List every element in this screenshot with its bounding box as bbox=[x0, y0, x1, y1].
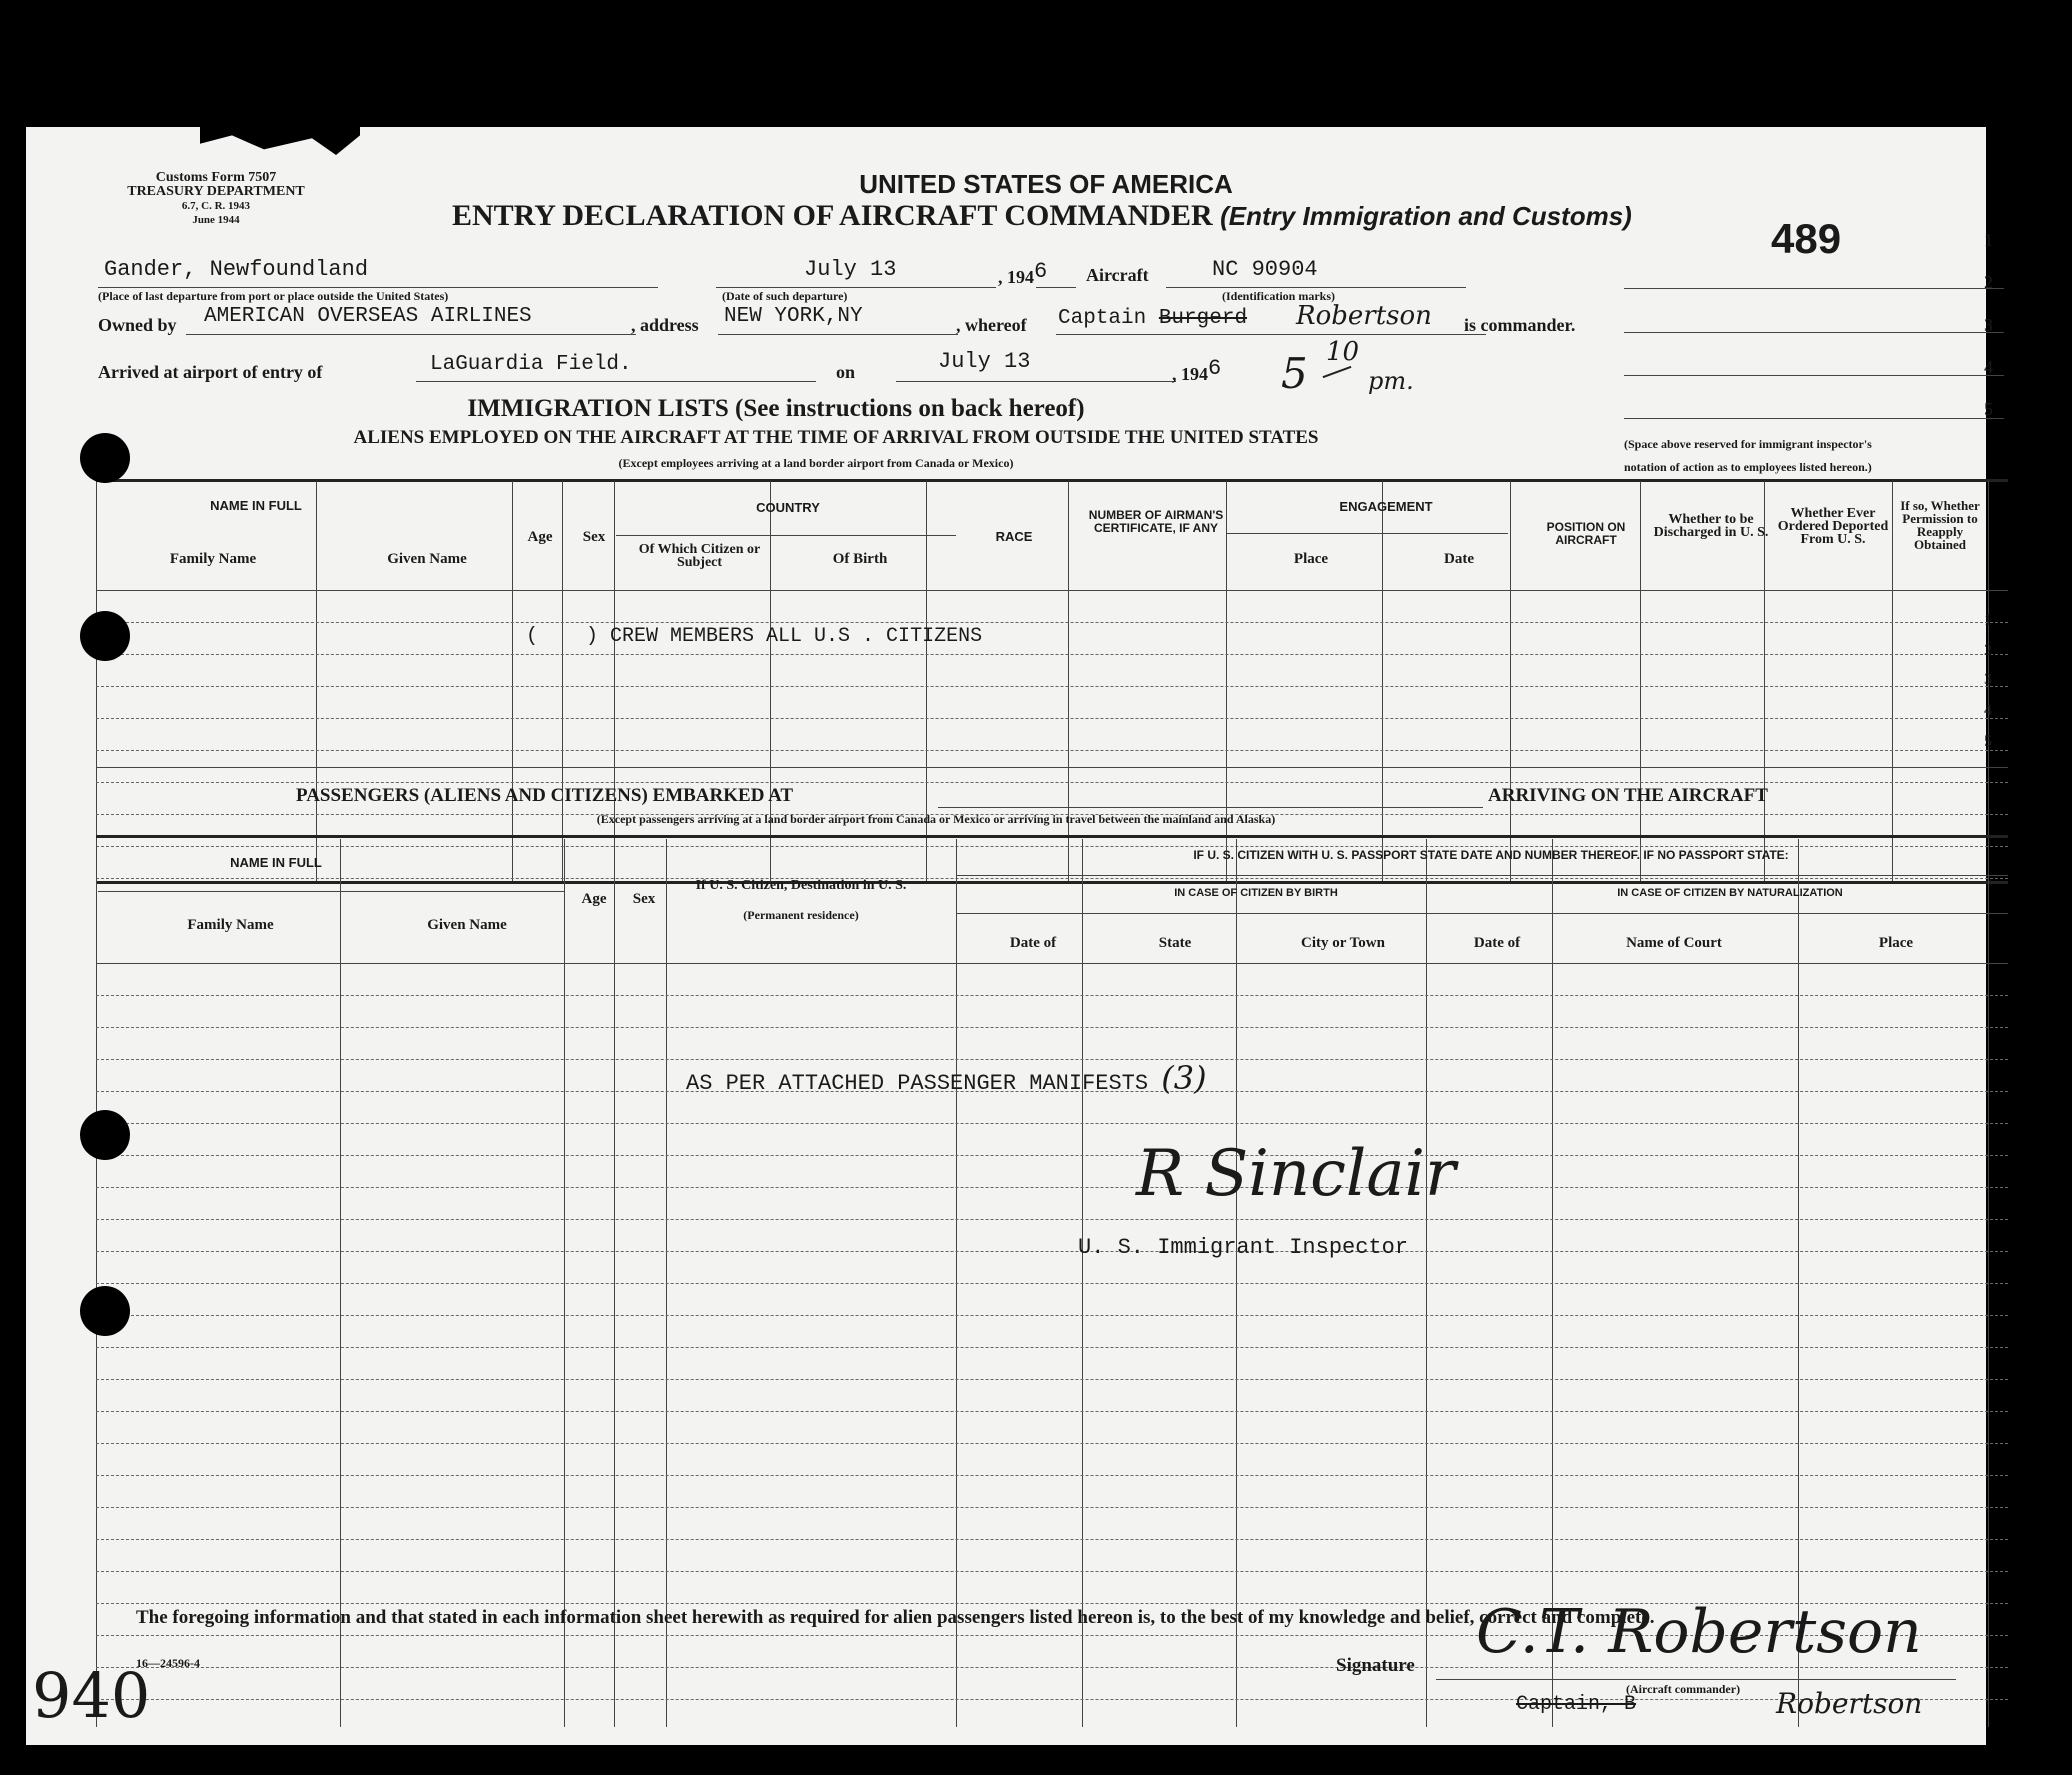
row-rule bbox=[96, 1251, 2008, 1252]
right-number: 1 bbox=[1984, 230, 1993, 250]
manifest-note bbox=[686, 1059, 1207, 1097]
rule bbox=[186, 334, 636, 335]
row-rule bbox=[96, 1219, 2008, 1220]
whereof-label: , whereof bbox=[956, 315, 1027, 335]
right-number: 5 bbox=[1984, 399, 1993, 419]
row-rule bbox=[96, 718, 2008, 719]
row-rule bbox=[96, 1539, 2008, 1540]
arrival-time-minutes: 10 bbox=[1326, 337, 1360, 367]
crew-note: ( ) CREW MEMBERS ALL U.S . CITIZENS bbox=[526, 625, 983, 648]
arrival-time-hour: 5 bbox=[1281, 349, 1308, 398]
punch-hole bbox=[80, 611, 130, 661]
manifest-note-text: AS PER ATTACHED PASSENGER MANIFESTS bbox=[686, 1071, 1149, 1096]
rule bbox=[98, 287, 658, 288]
captain-handwritten: Robertson bbox=[1776, 1687, 1923, 1720]
department: TREASURY DEPARTMENT bbox=[127, 184, 305, 199]
col-name-in-full: NAME IN FULL bbox=[210, 498, 302, 513]
passengers-heading: PASSENGERS (ALIENS AND CITIZENS) EMBARKED AT bbox=[296, 785, 794, 806]
certification-text: The foregoing information and that stated in each information sheet herewith as required for alien passengers listed hereon is, to the best of my knowledge and belief, correct and complete. bbox=[136, 1607, 1655, 1628]
rule bbox=[96, 881, 2008, 884]
col-birth: Of Birth bbox=[832, 551, 888, 567]
col-reapply: If so, Whether Permission to Reapply Obtained bbox=[1900, 498, 1980, 552]
col-date-of: Date of bbox=[1009, 935, 1057, 951]
year-prefix: , 194 bbox=[998, 267, 1034, 287]
row-rule bbox=[96, 1315, 2008, 1316]
row-rule bbox=[96, 846, 2008, 847]
col-family-name: Family Name bbox=[187, 917, 274, 933]
col-court: Name of Court bbox=[1626, 935, 1722, 951]
col-position: POSITION ON AIRCRAFT bbox=[1546, 520, 1626, 547]
immigration-subheading: ALIENS EMPLOYED ON THE AIRCRAFT AT THE TIME OF ARRIVAL FROM OUTSIDE THE UNITED STATES bbox=[353, 427, 1319, 448]
aircraft-id: NC 90904 bbox=[1212, 257, 1318, 282]
row-rule bbox=[96, 1027, 2008, 1028]
col-place: Place bbox=[1293, 551, 1329, 567]
row-rule bbox=[96, 1475, 2008, 1476]
country-title: UNITED STATES OF AMERICA bbox=[859, 169, 1233, 199]
commander-signature: C.T. Robertson bbox=[1476, 1597, 1922, 1667]
col-date-of-2: Date of bbox=[1473, 935, 1521, 951]
row-rule bbox=[96, 1155, 2008, 1156]
row-rule bbox=[96, 1411, 2008, 1412]
rule bbox=[96, 767, 2008, 768]
row-rule bbox=[96, 782, 2008, 783]
rule bbox=[616, 535, 956, 536]
form-title-main: ENTRY DECLARATION OF AIRCRAFT COMMANDER bbox=[452, 199, 1213, 232]
rule bbox=[1624, 332, 2004, 333]
departure-place-caption: (Place of last departure from port or place outside the United States) bbox=[98, 289, 449, 303]
form-date: June 1944 bbox=[192, 214, 240, 226]
row-rule bbox=[96, 1571, 2008, 1572]
fraction-bar bbox=[1323, 366, 1352, 378]
departure-place: Gander, Newfoundland bbox=[104, 257, 369, 282]
row-rule bbox=[96, 622, 2008, 623]
col-airman: NUMBER OF AIRMAN'S CERTIFICATE, IF ANY bbox=[1088, 508, 1224, 535]
col-deported: Whether Ever Ordered Deported From U. S. bbox=[1777, 506, 1889, 547]
address-label: , address bbox=[631, 315, 699, 335]
column-rule bbox=[1764, 481, 1765, 881]
rule bbox=[1624, 418, 2004, 419]
col-date: Date bbox=[1444, 551, 1474, 567]
col-passport-heading: IF U. S. CITIZEN WITH U. S. PASSPORT STATE DATE AND NUMBER THEREOF. IF NO PASSPORT STATE: bbox=[1193, 848, 1789, 862]
commander-handwritten: Robertson bbox=[1296, 301, 1432, 331]
col-citizen: Of Which Citizen or Subject bbox=[638, 542, 761, 570]
reserved-note-2: notation of action as to employees listed hereon.) bbox=[1624, 460, 1872, 474]
rule bbox=[96, 963, 2008, 964]
rule bbox=[416, 381, 816, 382]
rule bbox=[956, 913, 2008, 914]
manifest-count: (3) bbox=[1161, 1059, 1207, 1097]
col-given-name: Given Name bbox=[387, 551, 467, 567]
arrival-time-pm: pm. bbox=[1368, 367, 1414, 395]
table-top-rule bbox=[96, 835, 2008, 838]
row-rule bbox=[96, 1283, 2008, 1284]
aircraft-caption: (Identification marks) bbox=[1222, 289, 1335, 303]
row-rule bbox=[96, 1123, 2008, 1124]
col-destination: If U. S. Citizen, Destination in U. S. bbox=[695, 878, 907, 893]
rule bbox=[718, 334, 958, 335]
column-rule bbox=[96, 481, 97, 881]
regulation: 6.7, C. R. 1943 bbox=[181, 200, 251, 212]
arrival-airport: LaGuardia Field. bbox=[430, 353, 632, 376]
col-by-naturalization: IN CASE OF CITIZEN BY NATURALIZATION bbox=[1617, 887, 1843, 899]
col-discharged: Whether to be Discharged in U. S. bbox=[1653, 512, 1769, 540]
rule bbox=[1624, 375, 2004, 376]
col-given-name: Given Name bbox=[427, 917, 507, 933]
row-rule bbox=[96, 750, 2008, 751]
inspector-title: U. S. Immigrant Inspector bbox=[1078, 1235, 1409, 1260]
form-id-block bbox=[76, 171, 356, 227]
punch-hole bbox=[80, 1110, 130, 1160]
passengers-heading-right: ARRIVING ON THE AIRCRAFT bbox=[1488, 785, 1768, 806]
row-rule bbox=[96, 995, 2008, 996]
row-rule bbox=[96, 1699, 2008, 1700]
form-title bbox=[452, 199, 1692, 233]
row-number: 2 bbox=[1984, 642, 1992, 659]
year-digit: 6 bbox=[1208, 356, 1222, 381]
owner-address: NEW YORK,NY bbox=[724, 305, 863, 328]
commander-name bbox=[1058, 307, 1247, 330]
rule bbox=[98, 891, 564, 892]
year-digit: 6 bbox=[1034, 259, 1048, 284]
col-age: Age bbox=[581, 891, 607, 907]
signature-label: Signature bbox=[1336, 1655, 1415, 1676]
form-number: Customs Form 7507 bbox=[155, 170, 277, 185]
rule bbox=[1226, 533, 1508, 534]
aircraft-label: Aircraft bbox=[1086, 265, 1149, 285]
col-family-name: Family Name bbox=[169, 551, 257, 567]
col-age: Age bbox=[527, 529, 553, 545]
row-rule bbox=[96, 1667, 2008, 1668]
stamp-number: 489 bbox=[1771, 215, 1842, 262]
row-rule bbox=[96, 1187, 2008, 1188]
rule bbox=[1624, 288, 2004, 289]
commander-suffix: is commander. bbox=[1464, 315, 1576, 335]
rule bbox=[956, 875, 2008, 876]
col-sex: Sex bbox=[582, 529, 606, 545]
handwritten-number: 940 bbox=[32, 1659, 151, 1732]
rule bbox=[938, 807, 1483, 808]
row-rule bbox=[96, 1347, 2008, 1348]
row-rule bbox=[96, 878, 2008, 879]
row-rule bbox=[96, 1443, 2008, 1444]
rule bbox=[96, 590, 2008, 591]
column-rule bbox=[1510, 481, 1511, 881]
table-top-rule bbox=[96, 479, 2008, 482]
col-state: State bbox=[1158, 935, 1192, 951]
right-number: 2 bbox=[1984, 272, 1993, 292]
col-name-in-full: NAME IN FULL bbox=[230, 855, 322, 870]
row-number: 3 bbox=[1984, 671, 1992, 688]
rule bbox=[1436, 1679, 1956, 1680]
row-rule bbox=[96, 1379, 2008, 1380]
column-rule bbox=[316, 481, 317, 881]
col-sex: Sex bbox=[632, 891, 656, 907]
captain-typed: Captain, B bbox=[1516, 1693, 1637, 1716]
immigration-note: (Except employees arriving at a land border airport from Canada or Mexico) bbox=[618, 456, 1014, 470]
punch-hole bbox=[80, 433, 130, 483]
commander-caption: (Aircraft commander) bbox=[1626, 1682, 1741, 1696]
on-label: on bbox=[836, 362, 856, 382]
row-number: 5 bbox=[1984, 733, 1992, 750]
right-number: 3 bbox=[1984, 315, 1993, 335]
arrival-label: Arrived at airport of entry of bbox=[98, 362, 323, 382]
arrival-date: July 13 bbox=[938, 349, 1031, 374]
departure-date-caption: (Date of such departure) bbox=[722, 289, 848, 303]
rule bbox=[716, 287, 996, 288]
print-code: 16—24596-4 bbox=[136, 1656, 200, 1670]
row-rule bbox=[96, 686, 2008, 687]
passengers-note: (Except passengers arriving at a land border airport from Canada or Mexico or arriving in travel between the mainland and Alaska) bbox=[596, 812, 1276, 826]
row-number: 4 bbox=[1984, 702, 1992, 719]
commander-struck: Burgerd bbox=[1158, 307, 1248, 330]
col-engagement: ENGAGEMENT bbox=[1339, 499, 1433, 514]
inspector-signature: R Sinclair bbox=[1136, 1137, 1456, 1211]
year-prefix: , 194 bbox=[1172, 364, 1208, 384]
rule bbox=[1056, 334, 1486, 335]
rule bbox=[896, 381, 1176, 382]
reserved-note-1: (Space above reserved for immigrant inspector's bbox=[1624, 437, 1872, 451]
row-rule bbox=[96, 1507, 2008, 1508]
col-place: Place bbox=[1878, 935, 1914, 951]
row-number: 1 bbox=[1984, 612, 1992, 629]
form-sheet bbox=[26, 127, 1993, 1745]
rule bbox=[1036, 287, 1076, 288]
rule bbox=[1166, 287, 1466, 288]
col-by-birth: IN CASE OF CITIZEN BY BIRTH bbox=[1174, 887, 1338, 899]
right-number: 4 bbox=[1984, 357, 1993, 377]
col-country: COUNTRY bbox=[756, 500, 820, 515]
row-rule bbox=[96, 654, 2008, 655]
arrival-year bbox=[1172, 356, 1222, 387]
owner-value: AMERICAN OVERSEAS AIRLINES bbox=[204, 305, 532, 328]
owner-label: Owned by bbox=[98, 315, 177, 335]
col-destination-sub: (Permanent residence) bbox=[743, 908, 859, 922]
form-title-suffix: (Entry Immigration and Customs) bbox=[1220, 201, 1632, 231]
punch-hole bbox=[80, 1286, 130, 1336]
col-race: RACE bbox=[995, 529, 1033, 544]
commander-typed: Captain bbox=[1058, 307, 1147, 330]
col-city: City or Town bbox=[1301, 935, 1385, 951]
departure-date: July 13 bbox=[804, 257, 897, 282]
immigration-heading: IMMIGRATION LISTS (See instructions on back hereof) bbox=[467, 395, 1085, 422]
